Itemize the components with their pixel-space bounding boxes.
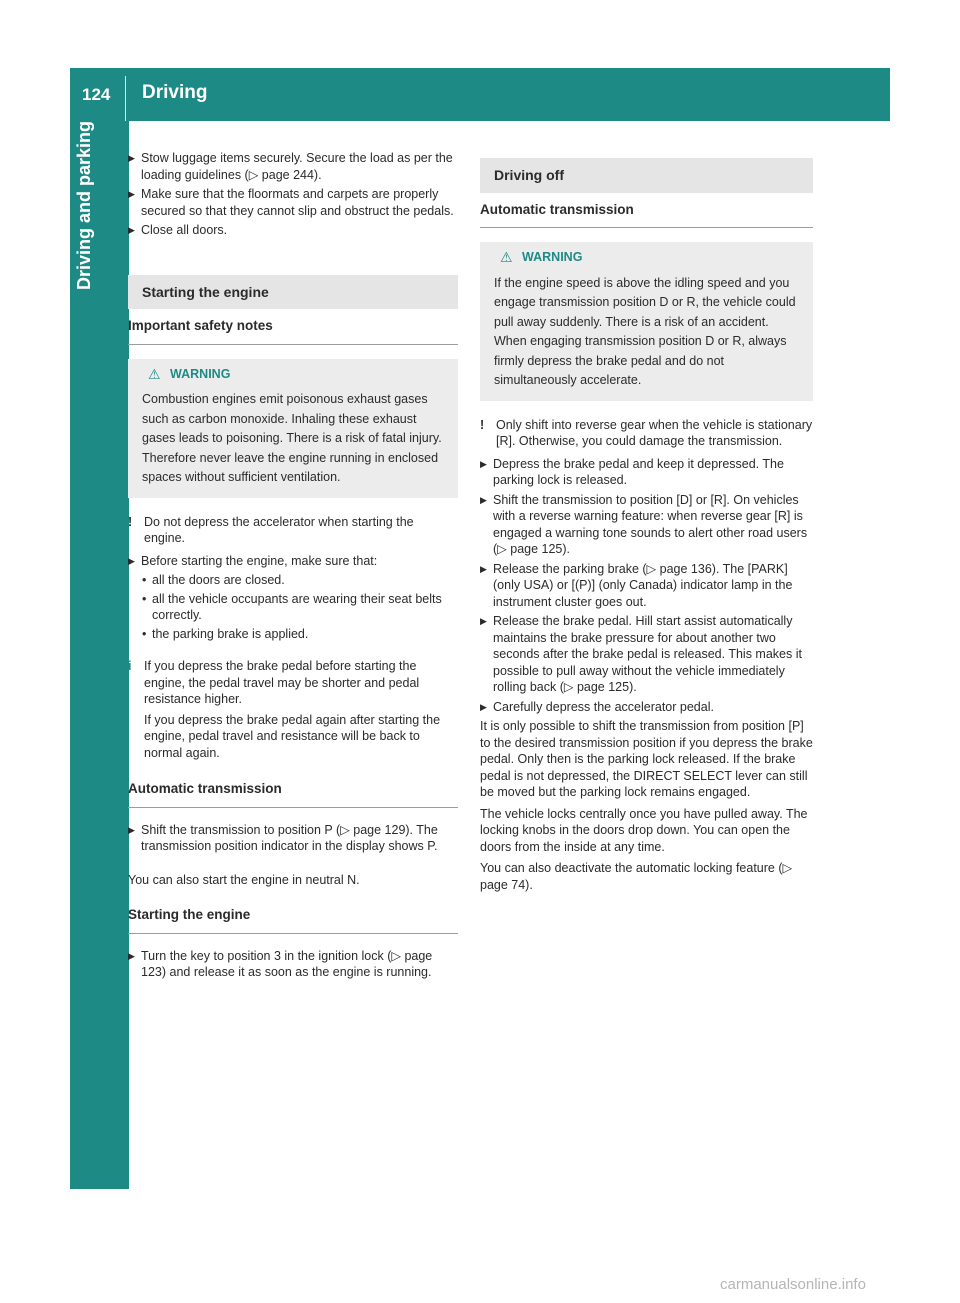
instruction-step: ▶ Close all doors. [128,223,228,237]
warning-triangle-icon: ⚠ [148,365,161,382]
arrow-icon: ▶ [128,555,135,566]
subheading: Automatic transmission [128,781,458,808]
caution-text: Only shift into reverse gear when the vehicle is stationary [R]. Otherwise, you could damage the transmission. [496,417,813,448]
warning-box [480,242,813,401]
warning-text: Combustion engines emit poisonous exhaust gases such as carbon monoxide. Inhaling these exhaust gases leads to poisoning. There is a risk of fatal injury. Therefore never leave the engine running in enclosed spaces without sufficient ventilation. [142,392,442,484]
list-item: • all the vehicle occupants are wearing their seat belts correctly. [142,591,442,622]
caution-text: Do not depress the accelerator when starting the engine. [144,514,414,545]
instruction-step: ▶ Turn the key to position 3 in the ignition lock (▷ page 123) and release it as soon as the engine is running. [128,948,433,979]
section-heading: Driving off [480,158,813,193]
instruction-step: ▶ Shift the transmission to position P (▷ page 129). The transmission position indicator in the display shows P. [128,822,438,853]
arrow-icon: ▶ [128,950,135,961]
caution-icon: ! [480,417,485,432]
site-watermark: carmanualsonline.info [720,1276,866,1293]
arrow-icon: ▶ [128,824,135,835]
page-number: 124 [82,85,111,104]
arrow-icon: ▶ [128,225,135,235]
arrow-icon: ▶ [480,458,487,469]
chapter-sidebar [70,121,132,1189]
list-item: • all the doors are closed. [142,573,285,587]
instruction-step: ▶ Release the parking brake (▷ page 136). The [PARK] (only USA) or [(P)] (only Canada) indicator lamp in the instrument cluster goes out. [480,561,793,609]
info-icon: i [128,659,132,673]
info-text: If you depress the brake pedal before starting the engine, the pedal travel may be shorter and pedal resistance higher. [144,659,420,706]
body-paragraph: The vehicle locks centrally once you have pulled away. The locking knobs in the doors drop down. You can open the doors from the inside at any time. [480,806,808,854]
arrow-icon: ▶ [480,616,487,626]
page-header-bar [70,68,890,121]
instruction-step: ▶ Stow luggage items securely. Secure the load as per the loading guidelines (▷ page 244). [128,151,453,182]
header-divider [125,76,126,121]
body-paragraph: It is only possible to shift the transmission from position [P] to the desired transmission position if you depress the brake pedal. Only then is the parking lock released. If the brake pedal is not depressed, the DIRECT SELECT lever can still be moved but the parking lock remains engaged. [480,719,813,799]
left-column [128,150,458,984]
warning-text: If the engine speed is above the idling speed and you engage transmission position D or R, the vehicle could pull away suddenly. There is a risk of an accident. [494,275,796,329]
instruction-step: ▶ Carefully depress the accelerator pedal. [480,699,714,714]
caution-icon: ! [128,514,133,529]
bullet-icon: • [142,626,147,641]
warning-text: When engaging transmission position D or R, always firmly depress the brake pedal and do not simultaneously accelerate. [494,334,787,387]
warning-triangle-icon: ⚠ [500,249,513,265]
info-note [128,658,458,761]
arrow-icon: ▶ [480,494,487,505]
instruction-step: ▶ Shift the transmission to position [D] or [R]. On vehicles with a reverse warning feature: when reverse gear [R] is engaged a warning tone sounds to alert other road users (▷ page 125). [480,492,808,556]
arrow-icon: ▶ [128,189,135,199]
body-paragraph: You can also start the engine in neutral N. [128,872,360,887]
subheading: Important safety notes [128,318,458,345]
section-heading: Starting the engine [128,275,458,310]
bullet-icon: • [142,591,147,606]
warning-header: ⚠ WARNING [142,365,448,385]
info-text: If you depress the brake pedal again after starting the engine, pedal travel and resistance will be back to normal again. [144,712,441,760]
sidebar-chapter-label: Driving and parking [74,121,94,291]
warning-box [128,359,458,498]
caution-note [480,417,813,450]
instruction-step: ▶ Depress the brake pedal and keep it depressed. The parking lock is released. [480,456,784,487]
caution-note [128,514,458,547]
body-paragraph: You can also deactivate the automatic locking feature (▷ page 74). [480,861,793,892]
arrow-icon: ▶ [480,563,487,574]
warning-header: ⚠ WARNING [494,248,803,268]
right-column [480,150,813,898]
instruction-step: ▶ Before starting the engine, make sure that: [128,553,378,568]
subheading: Automatic transmission [480,202,813,229]
instruction-step: ▶ Make sure that the floormats and carpets are properly secured so that they cannot slip and obstruct the pedals. [128,187,454,218]
list-item: • the parking brake is applied. [142,626,309,641]
arrow-icon: ▶ [128,153,135,163]
instruction-step: ▶ Release the brake pedal. Hill start assist automatically maintains the brake pressure for about another two seconds after the brake pedal is released. This makes it possible to pull away without the vehicle immediately rolling back (▷ page 125). [480,614,802,694]
bullet-icon: • [142,573,147,587]
subheading: Starting the engine [128,907,458,934]
arrow-icon: ▶ [480,701,487,712]
chapter-title: Driving [142,82,208,103]
